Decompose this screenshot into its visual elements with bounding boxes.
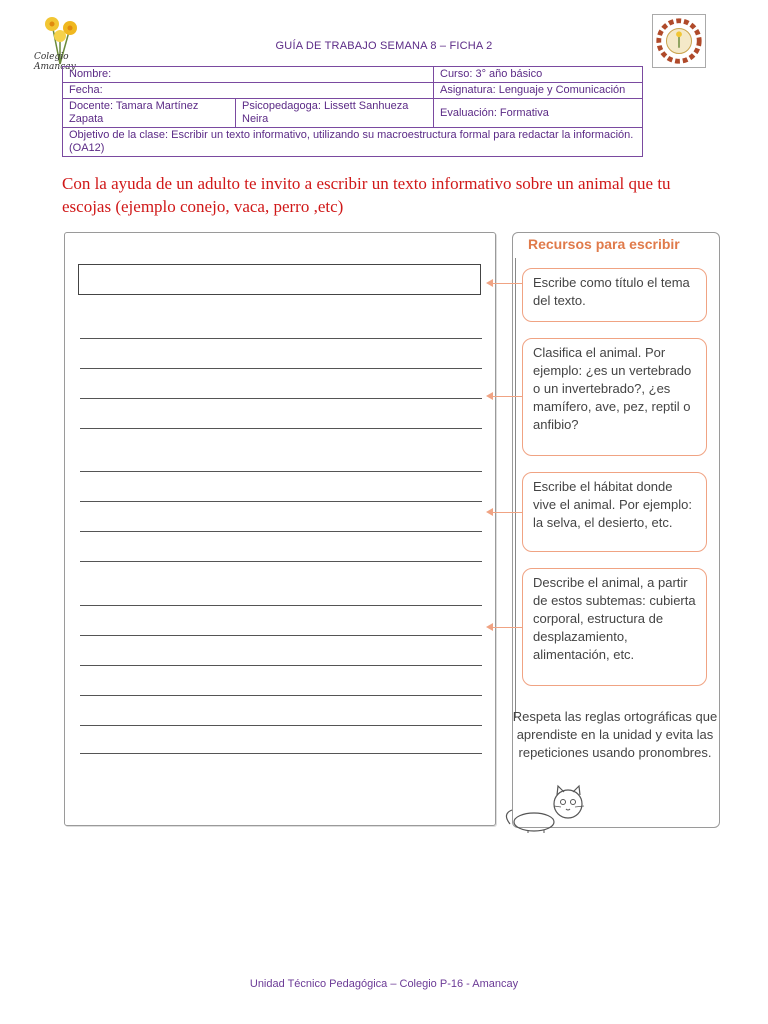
- arrow-icon: [488, 283, 522, 284]
- writing-line[interactable]: [80, 605, 482, 606]
- objetivo-field: Objetivo de la clase: Escribir un texto informativo, utilizando su macroestructura formal para redactar la información. (OA12): [63, 128, 643, 157]
- writing-line[interactable]: [80, 471, 482, 472]
- resources-title: Recursos para escribir: [528, 236, 680, 252]
- writing-line[interactable]: [80, 753, 482, 754]
- fecha-field: Fecha:: [63, 83, 434, 99]
- resource-card-habitat: Escribe el hábitat donde vive el animal. Por ejemplo: la selva, el desierto, etc.: [522, 472, 707, 552]
- asignatura-field: Asignatura: Lenguaje y Comunicación: [434, 83, 643, 99]
- curso-field: Curso: 3° año básico: [434, 67, 643, 83]
- nombre-field: Nombre:: [63, 67, 434, 83]
- writing-line[interactable]: [80, 338, 482, 339]
- resource-card-classify: Clasifica el animal. Por ejemplo: ¿es un vertebrado o un invertebrado?, ¿es mamífero, ave, pez, reptil o anfibio?: [522, 338, 707, 456]
- writing-line[interactable]: [80, 561, 482, 562]
- panel-divider: [515, 258, 516, 718]
- writing-line[interactable]: [80, 665, 482, 666]
- writing-sheet: [64, 232, 496, 826]
- writing-line[interactable]: [80, 398, 482, 399]
- spelling-note: Respeta las reglas ortográficas que aprendiste en la unidad y evita las repeticiones usando pronombres.: [512, 709, 718, 760]
- arrow-icon: [488, 396, 522, 397]
- title-writing-box[interactable]: [78, 264, 481, 295]
- arrow-icon: [488, 512, 522, 513]
- guide-title: GUÍA DE TRABAJO SEMANA 8 – FICHA 2: [275, 40, 493, 52]
- school-logo-text: Colegio Amancay: [34, 52, 76, 72]
- writing-line[interactable]: [80, 368, 482, 369]
- resource-card-describe: Describe el animal, a partir de estos subtemas: cubierta corporal, estructura de desplazamiento, alimentación, etc.: [522, 568, 707, 686]
- student-info-table: [62, 66, 643, 157]
- writing-line[interactable]: [80, 531, 482, 532]
- writing-line[interactable]: [80, 725, 482, 726]
- writing-line[interactable]: [80, 428, 482, 429]
- docente-field: Docente: Tamara Martínez Zapata: [63, 99, 236, 128]
- writing-line[interactable]: [80, 695, 482, 696]
- evaluacion-field: Evaluación: Formativa: [434, 99, 643, 128]
- writing-line[interactable]: [80, 635, 482, 636]
- resource-card-title: Escribe como título el tema del texto.: [522, 268, 707, 322]
- instruction-text: Con la ayuda de un adulto te invito a escribir un texto informativo sobre un animal que tu escojas (ejemplo conejo, vaca, perro ,etc): [62, 174, 671, 216]
- psicopedagoga-field: Psicopedagoga: Lissett Sanhueza Neira: [236, 99, 434, 128]
- writing-line[interactable]: [80, 501, 482, 502]
- arrow-icon: [488, 627, 522, 628]
- footer-text: Unidad Técnico Pedagógica – Colegio P-16 - Amancay: [249, 978, 519, 990]
- cat-illustration: [500, 784, 590, 834]
